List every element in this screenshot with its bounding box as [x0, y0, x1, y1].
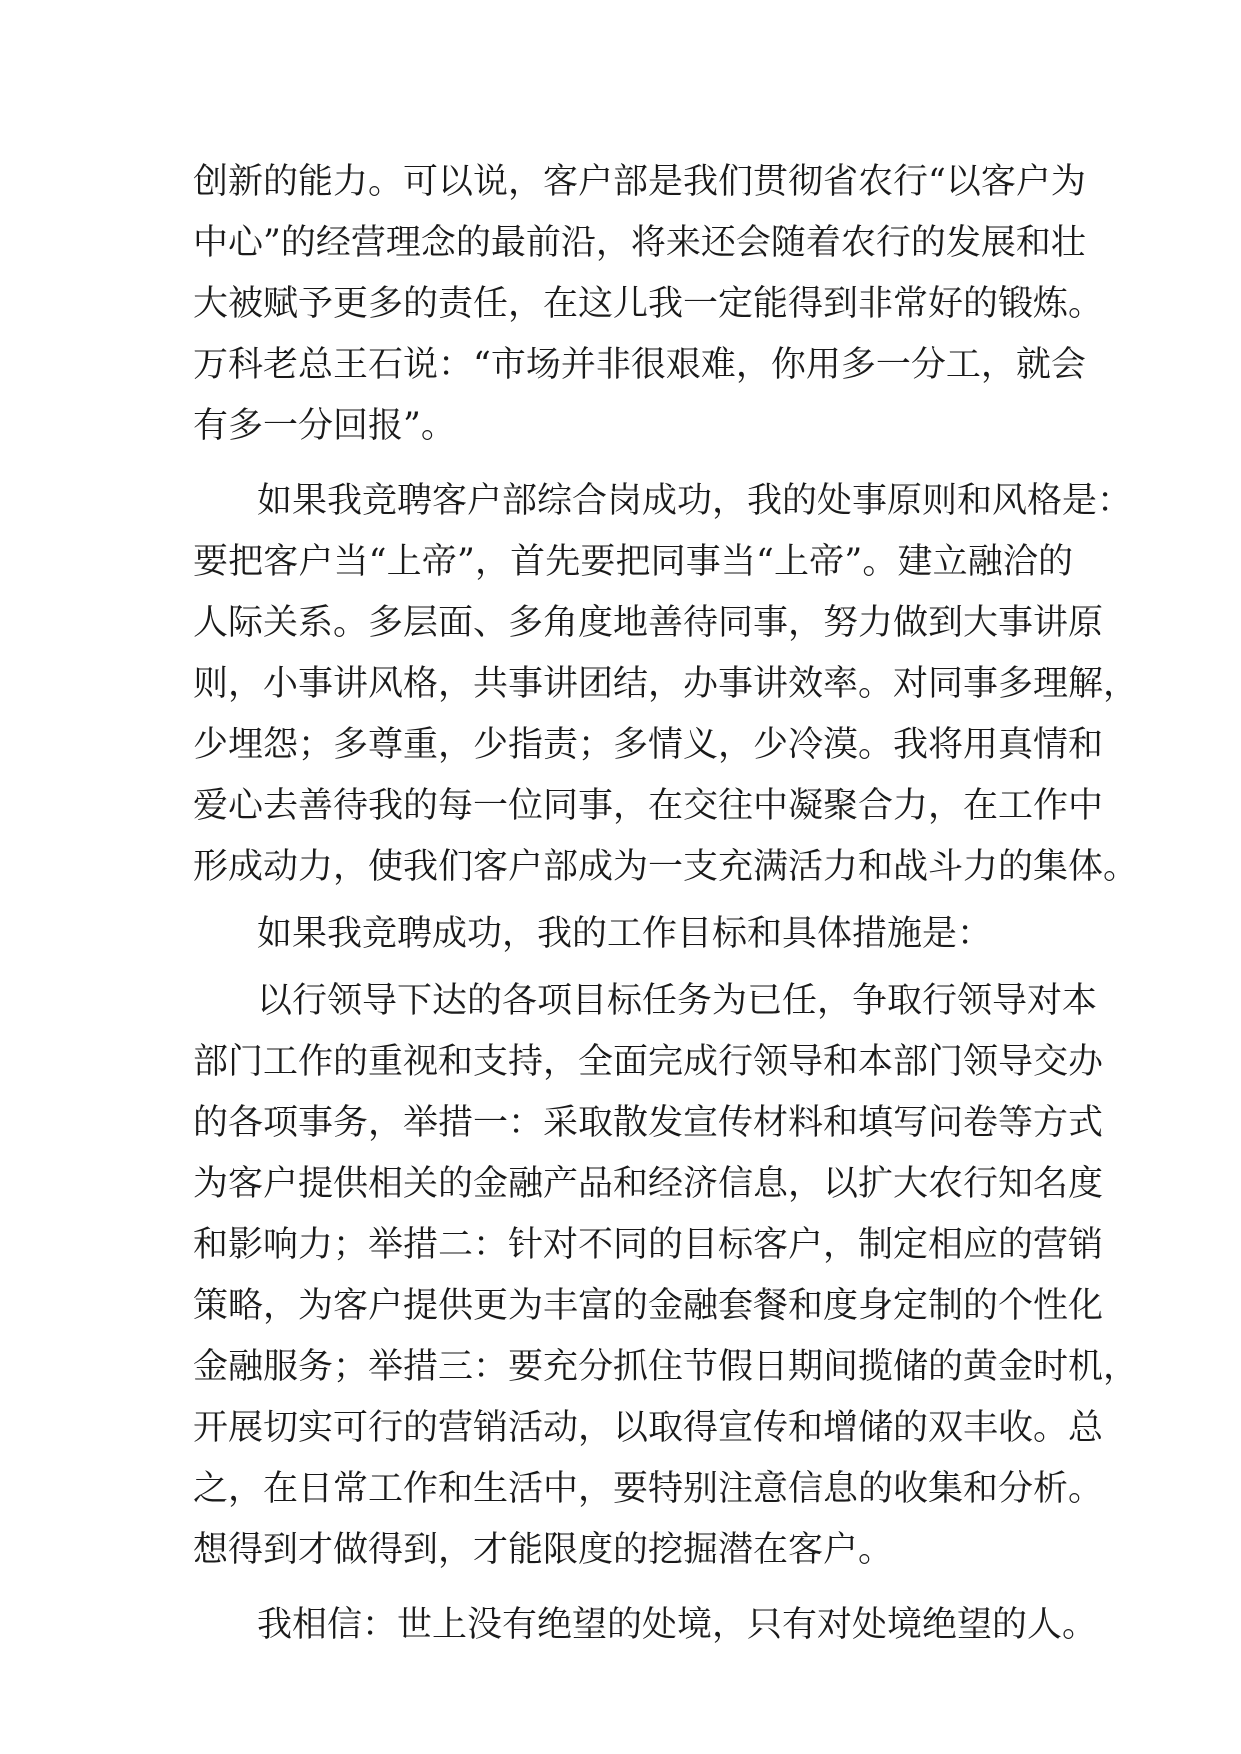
text-line: 之，在日常工作和生活中，要特别注意信息的收集和分析。 — [193, 1469, 1104, 1509]
text-line: 大被赋予更多的责任，在这儿我一定能得到非常好的锻炼。 — [193, 284, 1104, 324]
paragraph-5 — [193, 1595, 1098, 1656]
text-line: 创新的能力。可以说，客户部是我们贯彻省农行“以客户为 — [193, 162, 1086, 202]
text-line: 的各项事务，举措一：采取散发宣传材料和填写问卷等方式 — [193, 1103, 1104, 1143]
text-line: 有多一分回报”。 — [193, 406, 456, 446]
text-line: 以行领导下达的各项目标任务为已任，争取行领导对本 — [257, 981, 1098, 1021]
document-body — [193, 152, 1139, 1656]
text-line: 为客户提供相关的金融产品和经济信息，以扩大农行知名度 — [193, 1164, 1104, 1204]
text-line: 要把客户当“上帝”，首先要把同事当“上帝”。建立融洽的 — [193, 542, 1073, 582]
paragraph-1 — [193, 152, 1104, 457]
paragraph-4 — [193, 971, 1139, 1581]
text-line: 和影响力；举措二：针对不同的目标客户，制定相应的营销 — [193, 1225, 1104, 1265]
text-line: 则，小事讲风格，共事讲团结，办事讲效率。对同事多理解， — [193, 664, 1139, 704]
text-line: 金融服务；举措三：要充分抓住节假日期间揽储的黄金时机， — [193, 1347, 1139, 1387]
text-line: 如果我竞聘客户部综合岗成功，我的处事原则和风格是： — [257, 481, 1133, 521]
text-line: 部门工作的重视和支持，全面完成行领导和本部门领导交办 — [193, 1042, 1104, 1082]
text-line: 开展切实可行的营销活动，以取得宣传和增储的双丰收。总 — [193, 1408, 1104, 1448]
text-line: 我相信：世上没有绝望的处境，只有对处境绝望的人。 — [257, 1605, 1098, 1645]
text-line: 万科老总王石说：“市场并非很艰难，你用多一分工，就会 — [193, 345, 1086, 385]
text-line: 策略，为客户提供更为丰富的金融套餐和度身定制的个性化 — [193, 1286, 1104, 1326]
text-line: 如果我竞聘成功，我的工作目标和具体措施是： — [257, 914, 993, 954]
text-line: 少埋怨；多尊重，少指责；多情义，少冷漠。我将用真情和 — [193, 725, 1104, 765]
paragraph-3 — [193, 904, 1073, 965]
paragraph-2 — [193, 471, 1139, 898]
text-line: 中心”的经营理念的最前沿，将来还会随着农行的发展和壮 — [193, 223, 1086, 263]
text-line: 爱心去善待我的每一位同事，在交往中凝聚合力，在工作中 — [193, 786, 1104, 826]
text-line: 形成动力，使我们客户部成为一支充满活力和战斗力的集体。 — [193, 847, 1139, 887]
text-line: 人际关系。多层面、多角度地善待同事，努力做到大事讲原 — [193, 603, 1104, 643]
text-line: 想得到才做得到，才能限度的挖掘潜在客户。 — [193, 1530, 894, 1570]
